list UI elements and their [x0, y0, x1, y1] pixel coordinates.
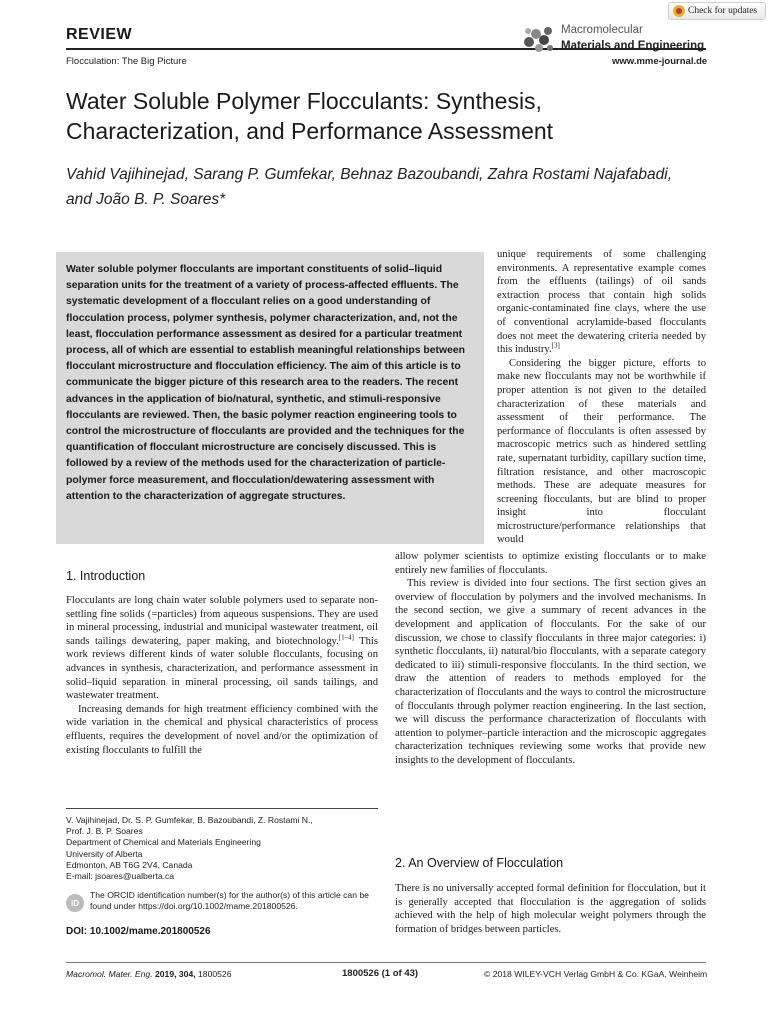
title-line-1: Water Soluble Polymer Flocculants: Synthesis, — [66, 88, 542, 114]
citation-ref[interactable]: [1–4] — [338, 633, 354, 642]
body-paragraph: There is no universally accepted formal definition for flocculation, but it is generally accepted that flocculation is the aggregation of solids achieved with the help of high molecular weight polymers through the formation of bridges between particles. — [395, 883, 706, 935]
affiliation-block — [66, 815, 378, 882]
affiliation-names-2: Prof. J. B. P. Soares — [66, 826, 143, 837]
body-paragraph — [66, 594, 378, 703]
affiliation-university: University of Alberta — [66, 848, 143, 859]
footer-divider — [66, 962, 706, 963]
doi-link[interactable]: DOI: 10.1002/mame.201800526 — [66, 926, 211, 937]
check-for-updates-button[interactable] — [668, 2, 766, 20]
right-column-top — [497, 248, 706, 547]
crossmark-icon — [673, 5, 685, 17]
authors-line-1: Vahid Vajihinejad, Sarang P. Gumfekar, Behnaz Bazoubandi, Zahra Rostami Najafabadi, — [66, 166, 673, 183]
section2-body — [395, 882, 706, 936]
journal-url[interactable]: www.mme-journal.de — [612, 56, 708, 67]
journal-logo-icon — [520, 20, 556, 56]
affiliation-divider — [66, 808, 378, 809]
paragraph-text: unique requirements of some challenging environments. A representative example comes from the effluents (tailings) of oil sands extraction process that contain high solids organic-contaminated fine clays, where the use of conventional acrylamide-based flocculants does not meet the dewatering criteria needed by this industry. — [497, 249, 706, 356]
orcid-icon: iD — [66, 894, 84, 912]
abstract-text: Water soluble polymer flocculants are important constituents of solid–liquid separation units for the treatment of a variety of process-affected effluents. The systematic development of a flocculant relies on a good understanding of flocculation process, polymer synthesis, polymer characterization, and, not the least, flocculation performance assessment as desired for a particular treatment process, all of which are essential to establish meaningful relationships between flocculant microstructure and flocculation efficiency. The aim of this article is to communicate the bigger picture of this research area to the readers. The recent advances in the application of bio/natural, synthetic, and stimuli-responsive flocculants are reviewed. Then, the basic polymer reaction engineering tools to control the microstructure of flocculants are provided and the techniques for the quantification of flocculant microstructure are concisely discussed. This is followed by a review of the methods used for the characterization of particle-polymer force measurement, and flocculation/dewatering assessment with attention to the characterization of aggregate structures. — [66, 264, 465, 502]
section-heading-introduction: 1. Introduction — [66, 569, 146, 583]
body-paragraph — [497, 248, 706, 357]
right-column-main — [395, 550, 706, 768]
citation-ref[interactable]: [3] — [551, 341, 560, 350]
title-line-2: Characterization, and Performance Assessment — [66, 118, 554, 144]
authors-line-2: and João B. P. Soares* — [66, 191, 226, 208]
paragraph-text: Flocculants are long chain water soluble polymers used to separate non-settling fine solids (=particles) from aqueous suspensions. They are used in mineral processing, industrial and municipal wastewater treatment, oil sands tailings dewatering, paper making, and biotechnology. — [66, 595, 378, 647]
page-number: 1800526 (1 of 43) — [342, 968, 419, 979]
affiliation-names: V. Vajihinejad, Dr. S. P. Gumfekar, B. Bazoubandi, Z. Rostami N., — [66, 815, 313, 825]
orcid-note: The ORCID identification number(s) for the author(s) of this article can be found under https://doi.org/10.1002/mame.201800526. — [90, 890, 369, 912]
footer-year-volume: 2019, 304, — [155, 969, 196, 979]
paragraph-text: This work reviews different kinds of water soluble flocculants, focusing on advances in synthesis, characterization, and performance assessment in solid–liquid separation in mineral processing, oil sands tailings, and wastewater treatment. — [66, 635, 378, 702]
journal-name-line1: Macromolecular — [561, 24, 643, 36]
affiliation-city: Edmonton, AB T6G 2V4, Canada — [66, 859, 193, 870]
body-paragraph: allow polymer scientists to optimize existing flocculants or to make entirely new families of flocculants. — [395, 551, 706, 576]
author-list — [66, 162, 726, 212]
check-for-updates-label: Check for updates — [688, 6, 758, 16]
journal-name-line2: Materials and Engineering — [561, 40, 705, 52]
footer-citation — [66, 969, 231, 979]
paper-title — [66, 86, 686, 146]
abstract-box — [56, 252, 484, 544]
section-heading-overview: 2. An Overview of Flocculation — [395, 856, 564, 870]
affiliation-department: Department of Chemical and Materials Engineering — [66, 837, 261, 848]
section-tag: Flocculation: The Big Picture — [66, 56, 187, 67]
body-paragraph: Considering the bigger picture, efforts to make new flocculants may not be worthwhile if proper attention is not given to the detailed characterization of these materials and assessment of their performance. The performance of flocculants is often assessed by macroscopic metrics such as hindered settling rate, supernatant turbidity, capillary suction time, filtration resistance, and other macroscopic methods. These are adequate measures for screening flocculants, but are blind to proper insight into flocculant microstructure/performance relationships that would — [497, 357, 706, 546]
article-type-label: REVIEW — [66, 26, 133, 43]
body-paragraph: Increasing demands for high treatment efficiency combined with the wide variation in the chemical and physical characteristics of process effluents, requires the development of novel and/or the optimization of existing flocculants to fulfill the — [66, 703, 378, 756]
footer-article-number: 1800526 — [198, 969, 232, 979]
footer-journal: Macromol. Mater. Eng. — [66, 969, 153, 979]
footer-copyright: © 2018 WILEY-VCH Verlag GmbH & Co. KGaA, Weinheim — [484, 969, 708, 979]
body-paragraph: This review is divided into four sections. The first section gives an overview of flocculation by polymers and the involved mechanisms. In the second section, we give a summary of recent advances in the development and application of flocculants. For the sake of our discussion, we chose to classify flocculants in three major categories: i) synthetic flocculants, ii) natural/bio flocculants, with a separate category dedicated to iii) stimuli-responsive flocculants. In the third section, we draw the attention of readers to methods employed for the characterization of flocculants and the ways to control the microstructure of flocculants through polymer reaction engineering. In the last section, we will discuss the performance characterization of flocculants with attention to polymer–particle interaction and the microscopic aggregates characterization techniques reviewing some works that provide new insights to the development of flocculants. — [395, 578, 706, 766]
introduction-body — [66, 594, 378, 757]
affiliation-email[interactable]: E-mail: jsoares@ualberta.ca — [66, 871, 175, 882]
